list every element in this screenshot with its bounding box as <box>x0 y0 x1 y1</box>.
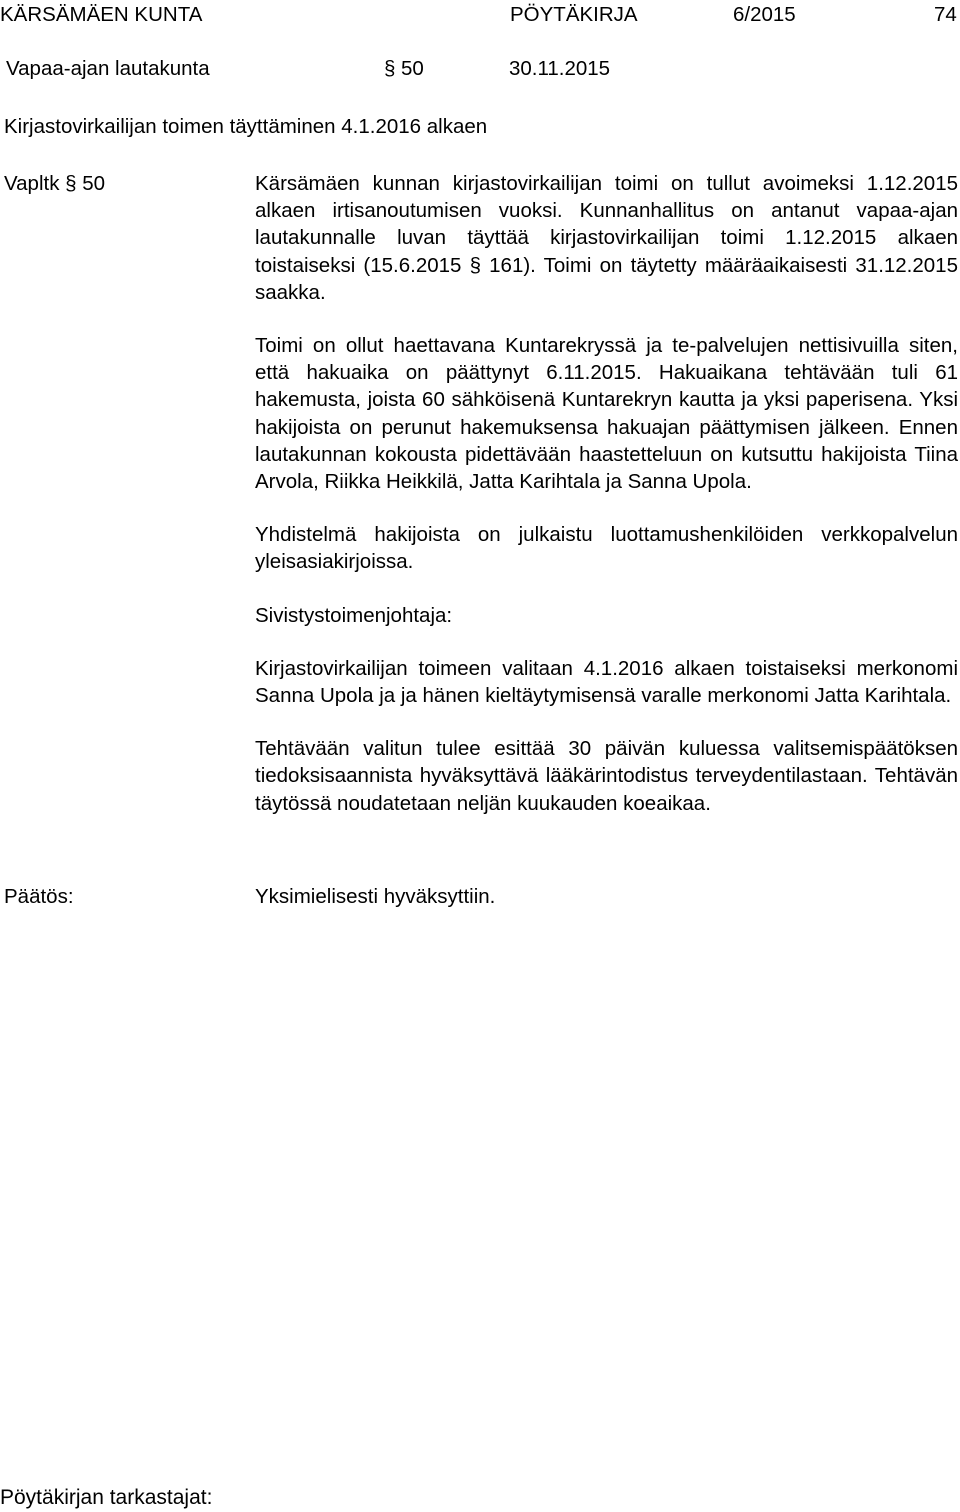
section-number: 50 <box>401 57 424 80</box>
meeting-date: 30.11.2015 <box>509 57 611 80</box>
reference-label: Vapltk § 50 <box>4 172 106 195</box>
paragraph-summary: Yhdistelmä hakijoista on julkaistu luottamushenkilöiden verkkopalvelun yleisasiakirjoissa. <box>255 523 958 574</box>
proposal-heading: Sivistystoimenjohtaja: <box>255 603 453 627</box>
paragraph-appointment: Kirjastovirkailijan toimeen valitaan 4.1.2016 alkaen toistaiseksi merkonomi Sanna Upola ja ja hänen kieltäytymisensä varalle merkonomi Jatta Karihtala. <box>255 656 958 708</box>
section-mark: § <box>384 57 396 80</box>
committee-name: Vapaa-ajan lautakunta <box>6 57 210 80</box>
municipality-name: KÄRSÄMÄEN KUNTA <box>0 3 203 26</box>
paragraph-conditions: Tehtävään valitun tulee esittää 30 päivän kuluessa valitsemispäätöksen tiedoksisaannista hyväksyttävä lääkärintodistus terveydentilastaan. Tehtävän täytössä noudatetaan neljän kuukauden koeaikaa. <box>255 737 958 815</box>
decision-text: Yksimielisesti hyväksyttiin. <box>255 885 496 908</box>
paragraph-vacancy: Kärsämäen kunnan kirjastovirkailijan toimi on tullut avoimeksi 1.12.2015 alkaen irtisanoutumisen vuoksi. Kunnanhallitus on antanut vapaa-ajan lautakunnalle luvan täyttää kirjastovirkailijan toimi 1.12.2015 alkaen toistaiseksi (15.6.2015 § 161). Toimi on täytetty määräaikaisesti 31.12.2015 saakka. <box>255 172 958 304</box>
document-number: 6/2015 <box>733 3 796 26</box>
decision-label: Päätös: <box>4 885 74 908</box>
reviewers-label: Pöytäkirjan tarkastajat: <box>0 1486 213 1509</box>
document-type: PÖYTÄKIRJA <box>510 3 638 26</box>
body-text <box>255 170 958 817</box>
paragraph-application: Toimi on ollut haettavana Kuntarekryssä ja te-palvelujen nettisivuilla siten, että hakuaika on päättynyt 6.11.2015. Hakuaikana tehtävään tuli 61 hakemusta, joista 60 sähköisenä Kuntarekryn kautta ja yksi paperisena. Yksi hakijoista on perunut hakemuksensa hakuajan päättymisen jälkeen. Ennen lautakunnan kokousta pidettävään haastetteluun on kutsuttu hakijoista Tiina Arvola, Riikka Heikkilä, Jatta Karihtala ja Sanna Upola. <box>255 334 958 494</box>
topic-heading: Kirjastovirkailijan toimen täyttäminen 4.1.2016 alkaen <box>4 115 488 138</box>
page-number: 74 <box>934 3 957 26</box>
